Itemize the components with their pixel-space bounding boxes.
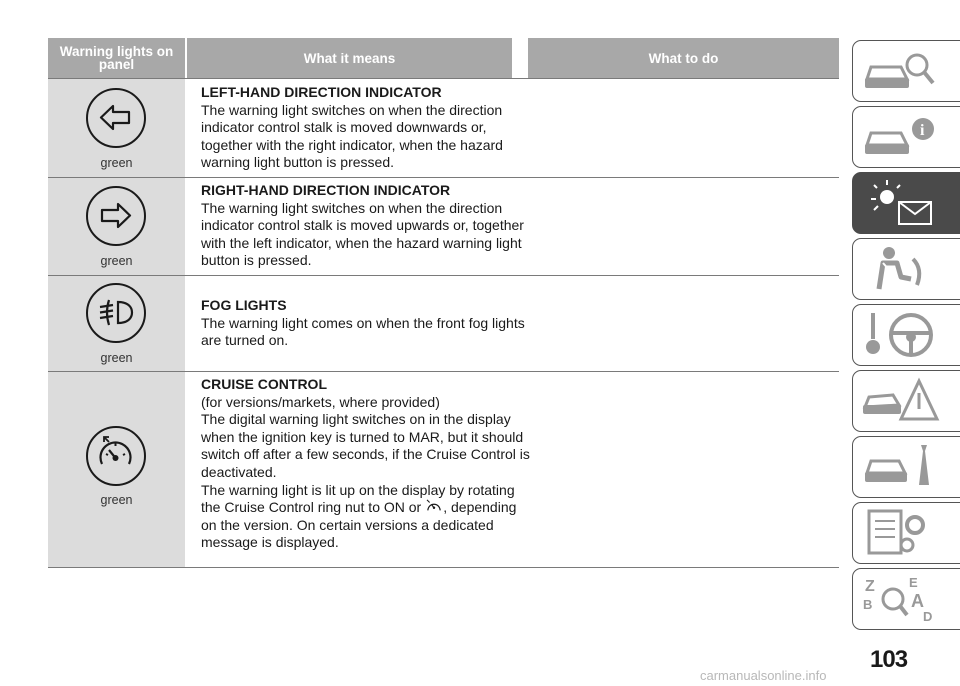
tab-warning-lights[interactable] (852, 172, 960, 234)
row-body: The warning light switches on when the direction indicator control stalk is moved downwards or, together with the right indicator, when the hazard warning light button is pressed. (201, 101, 503, 171)
right-arrow-icon (86, 186, 146, 246)
row-body-part-a: The warning light is lit up on the display by rotating the Cruise Control ring nut to ON or (201, 481, 515, 516)
fog-light-icon (86, 283, 146, 343)
alphabet-search-icon (861, 573, 941, 625)
key-steering-wheel-icon (861, 309, 941, 361)
car-info-icon (861, 111, 941, 163)
svg-text:E: E (909, 575, 918, 590)
header-what-it-means: What it means (187, 38, 512, 78)
row-description (201, 376, 531, 552)
tab-safety[interactable] (852, 238, 960, 300)
left-arrow-icon (86, 88, 146, 148)
color-label: green (100, 493, 133, 507)
row-title: FOG LIGHTS (201, 297, 287, 313)
tab-car-info[interactable] (852, 106, 960, 168)
row-subtitle: (for versions/markets, where provided) (201, 393, 440, 410)
svg-text:i: i (920, 122, 925, 139)
tab-index[interactable] (852, 568, 960, 630)
svg-text:D: D (923, 609, 933, 624)
row-body-continued (201, 482, 531, 552)
row-divider (48, 177, 839, 178)
row-divider (48, 371, 839, 372)
car-wrench-icon (861, 441, 941, 493)
row-body: The digital warning light switches on in the display when the ignition key is turned to MAR, but it should switch off after a few seconds, if the Cruise Control is deactivated. (201, 411, 530, 480)
svg-text:B: B (863, 597, 873, 612)
row-title: CRUISE CONTROL (201, 376, 327, 392)
car-search-icon (861, 45, 941, 97)
tab-technical-data[interactable] (852, 502, 960, 564)
row-title: RIGHT-HAND DIRECTION INDICATOR (201, 182, 451, 198)
row-divider (48, 275, 839, 276)
tab-car-search[interactable] (852, 40, 960, 102)
page-number: 103 (870, 646, 908, 673)
row-description (201, 84, 531, 172)
svg-text:A: A (911, 591, 924, 611)
cruise-control-icon (86, 426, 146, 486)
color-label: green (100, 351, 133, 365)
row-description (201, 297, 531, 350)
color-label: green (100, 254, 133, 268)
list-gears-icon (861, 507, 941, 559)
tab-starting-driving[interactable] (852, 304, 960, 366)
row-description (201, 182, 531, 270)
seat-belt-person-icon (861, 243, 941, 295)
svg-text:Z: Z (865, 578, 875, 595)
warning-lights-message-icon (861, 177, 941, 229)
cruise-control-inline-icon (425, 499, 443, 513)
tab-maintenance[interactable] (852, 436, 960, 498)
color-label: green (100, 156, 133, 170)
watermark: carmanualsonline.info (700, 668, 827, 683)
row-title: LEFT-HAND DIRECTION INDICATOR (201, 84, 442, 100)
row-body: The warning light comes on when the front fog lights are turned on. (201, 314, 525, 349)
header-what-to-do: What to do (528, 38, 839, 78)
row-body-part-b: , depending on the version. On certain versions a dedicated message is displayed. (201, 499, 517, 551)
row-divider (48, 78, 839, 79)
tab-emergency[interactable] (852, 370, 960, 432)
car-accident-warning-icon (861, 375, 941, 427)
header-warning-lights: Warning lights on panel (48, 38, 185, 78)
row-divider (48, 567, 839, 568)
row-body: The warning light switches on when the direction indicator control stalk is moved upwards or, together with the left indicator, when the hazard warning light button is pressed. (201, 199, 524, 269)
